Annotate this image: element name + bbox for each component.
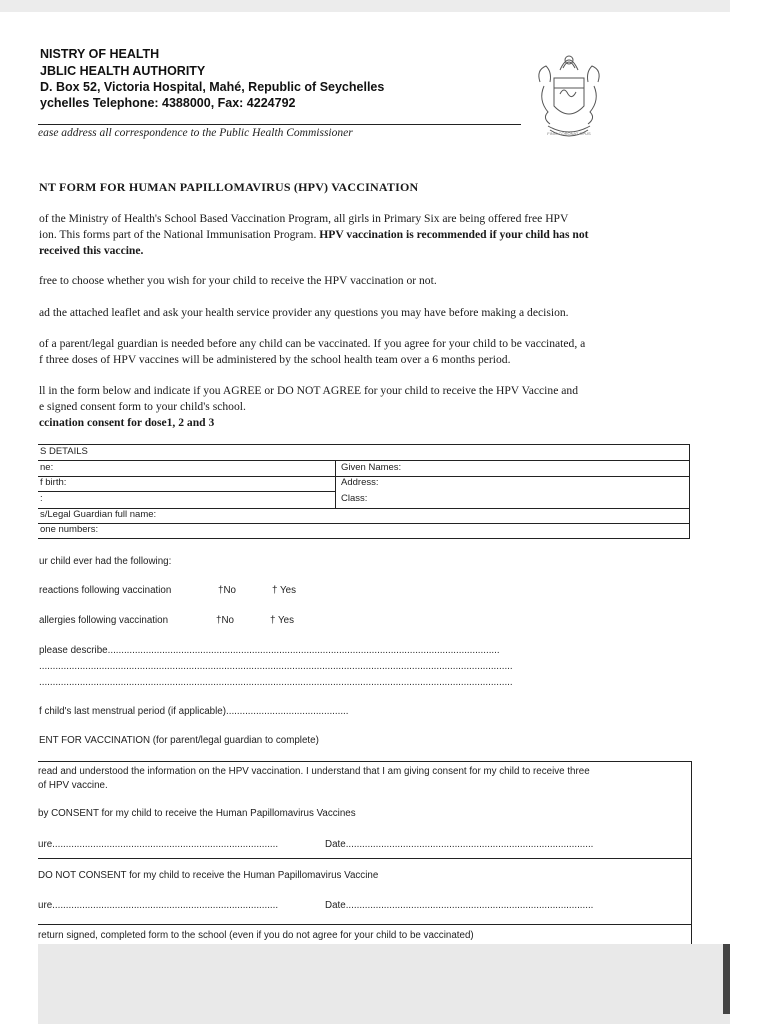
svg-text:FINIS CORONAT OPUS: FINIS CORONAT OPUS [547, 131, 591, 136]
read-understood-line-1: read and understood the information on the HPV vaccination. I understand that I am giving consent for my child to receive three [38, 766, 590, 777]
history-prompt: ur child ever had the following: [39, 556, 172, 567]
intro-line-2-text: ion. This forms part of the National Immunisation Program. [39, 228, 320, 241]
vaccine-reaction-question: reactions following vaccination [39, 585, 172, 596]
instructions-line-1: ll in the form below and indicate if you AGREE or DO NOT AGREE for your child to receive the HPV Vaccine and [39, 384, 578, 397]
intro-line-2 [39, 227, 699, 243]
table-rule [38, 491, 335, 492]
phone-numbers-field[interactable]: one numbers: [40, 524, 99, 535]
details-header: S DETAILS [40, 446, 88, 457]
scan-top-shadow [0, 0, 730, 12]
table-border-right [689, 444, 690, 539]
correspondence-note: ease address all correspondence to the Public Health Commissioner [38, 127, 353, 139]
date-label: Date [325, 900, 346, 911]
leaflet-statement [39, 305, 699, 321]
intro-line-1: of the Ministry of Health's School Based Vaccination Program, all girls in Primary Six are being offered free HPV [39, 212, 569, 225]
date-of-birth-field[interactable]: f birth: [40, 477, 67, 488]
table-border-top [38, 444, 690, 445]
choice-text: free to choose whether you wish for your child to receive the HPV vaccination or not. [39, 274, 437, 287]
no-label: No [221, 615, 234, 626]
scan-edge-mark [723, 944, 730, 1014]
date-label: Date [325, 839, 346, 850]
choice-statement [39, 273, 699, 289]
header-rule [38, 124, 521, 125]
form-title: NT FORM FOR HUMAN PAPILLOMAVIRUS (HPV) VACCINATION [39, 180, 419, 194]
intro-line-3: received this vaccine. [39, 244, 144, 257]
seychelles-coat-of-arms-icon [530, 48, 608, 144]
given-names-field[interactable]: Given Names: [341, 462, 402, 473]
intro-paragraph [39, 211, 699, 259]
decline-date-field[interactable]: Date........................................................................................... [325, 900, 594, 911]
school-field[interactable]: : [40, 493, 43, 504]
consent-required-line-2: f three doses of HPV vaccines will be administered by the school health team over a 6 months period. [39, 353, 511, 366]
guardian-name-field[interactable]: s/Legal Guardian full name: [40, 509, 157, 520]
consent-box-divider [38, 924, 691, 925]
yes-label: Yes [280, 585, 296, 596]
describe-line-2[interactable]: .............................................................................................................................................................................. [39, 661, 513, 672]
class-field[interactable]: Class: [341, 493, 368, 504]
authority-name: JBLIC HEALTH AUTHORITY [40, 64, 206, 78]
instructions-paragraph [39, 383, 699, 431]
agree-date-field[interactable]: Date........................................................................................... [325, 839, 594, 850]
vaccine-reaction-no-option[interactable]: †No [218, 585, 236, 596]
consent-box-divider [38, 858, 691, 859]
describe-field[interactable]: please describe................................................................................................................................................ [39, 645, 500, 656]
describe-line-3[interactable]: .............................................................................................................................................................................. [39, 677, 513, 688]
menstrual-period-field[interactable]: f child's last menstrual period (if applicable)............................................. [39, 706, 349, 717]
surname-field[interactable]: ne: [40, 462, 54, 473]
ministry-name: NISTRY OF HEALTH [40, 47, 160, 61]
instructions-line-2: e signed consent form to your child's school. [39, 400, 246, 413]
no-label: No [223, 585, 236, 596]
consent-agree-option[interactable]: by CONSENT for my child to receive the Human Papillomavirus Vaccines [38, 808, 356, 819]
leaflet-text: ad the attached leaflet and ask your health service provider any questions you may have before making a decision. [39, 306, 569, 319]
consent-required-line-1: of a parent/legal guardian is needed before any child can be vaccinated. If you agree for your child to be vaccinated, a [39, 337, 586, 350]
allergy-question: allergies following vaccination [39, 615, 169, 626]
return-instruction: return signed, completed form to the school (even if you do not agree for your child to be vaccinated) [38, 930, 474, 941]
yes-label: Yes [278, 615, 294, 626]
address-field[interactable]: Address: [341, 477, 379, 488]
table-rule [38, 460, 690, 461]
signature-label: ure [38, 900, 53, 911]
table-column-divider [335, 460, 336, 508]
table-rule [38, 523, 690, 524]
scan-bottom-shadow [38, 944, 730, 1024]
contact-numbers: ychelles Telephone: 4388000, Fax: 4224792 [40, 96, 296, 110]
allergy-yes-option[interactable]: † Yes [270, 615, 294, 626]
consent-required-paragraph [39, 336, 699, 368]
consent-decline-option[interactable]: DO NOT CONSENT for my child to receive the Human Papillomavirus Vaccine [38, 870, 379, 881]
postal-address: D. Box 52, Victoria Hospital, Mahé, Republic of Seychelles [40, 80, 385, 94]
menstrual-period-label: f child's last menstrual period (if applicable) [39, 706, 227, 717]
consent-section-heading: ENT FOR VACCINATION (for parent/legal guardian to complete) [39, 735, 319, 746]
decline-signature-field[interactable]: ure................................................................................... [38, 900, 279, 911]
vaccine-reaction-yes-option[interactable]: † Yes [272, 585, 296, 596]
consent-box [38, 761, 692, 944]
intro-recommendation: HPV vaccination is recommended if your child has not [319, 228, 589, 241]
allergy-no-option[interactable]: †No [216, 615, 234, 626]
describe-label: please describe [39, 645, 108, 656]
agree-signature-field[interactable]: ure................................................................................... [38, 839, 279, 850]
student-details-table [38, 444, 690, 539]
read-understood-line-2: of HPV vaccine. [38, 780, 108, 791]
signature-label: ure [38, 839, 53, 850]
dose-consent-label: ccination consent for dose1, 2 and 3 [39, 416, 215, 429]
table-border-bottom [38, 538, 690, 539]
